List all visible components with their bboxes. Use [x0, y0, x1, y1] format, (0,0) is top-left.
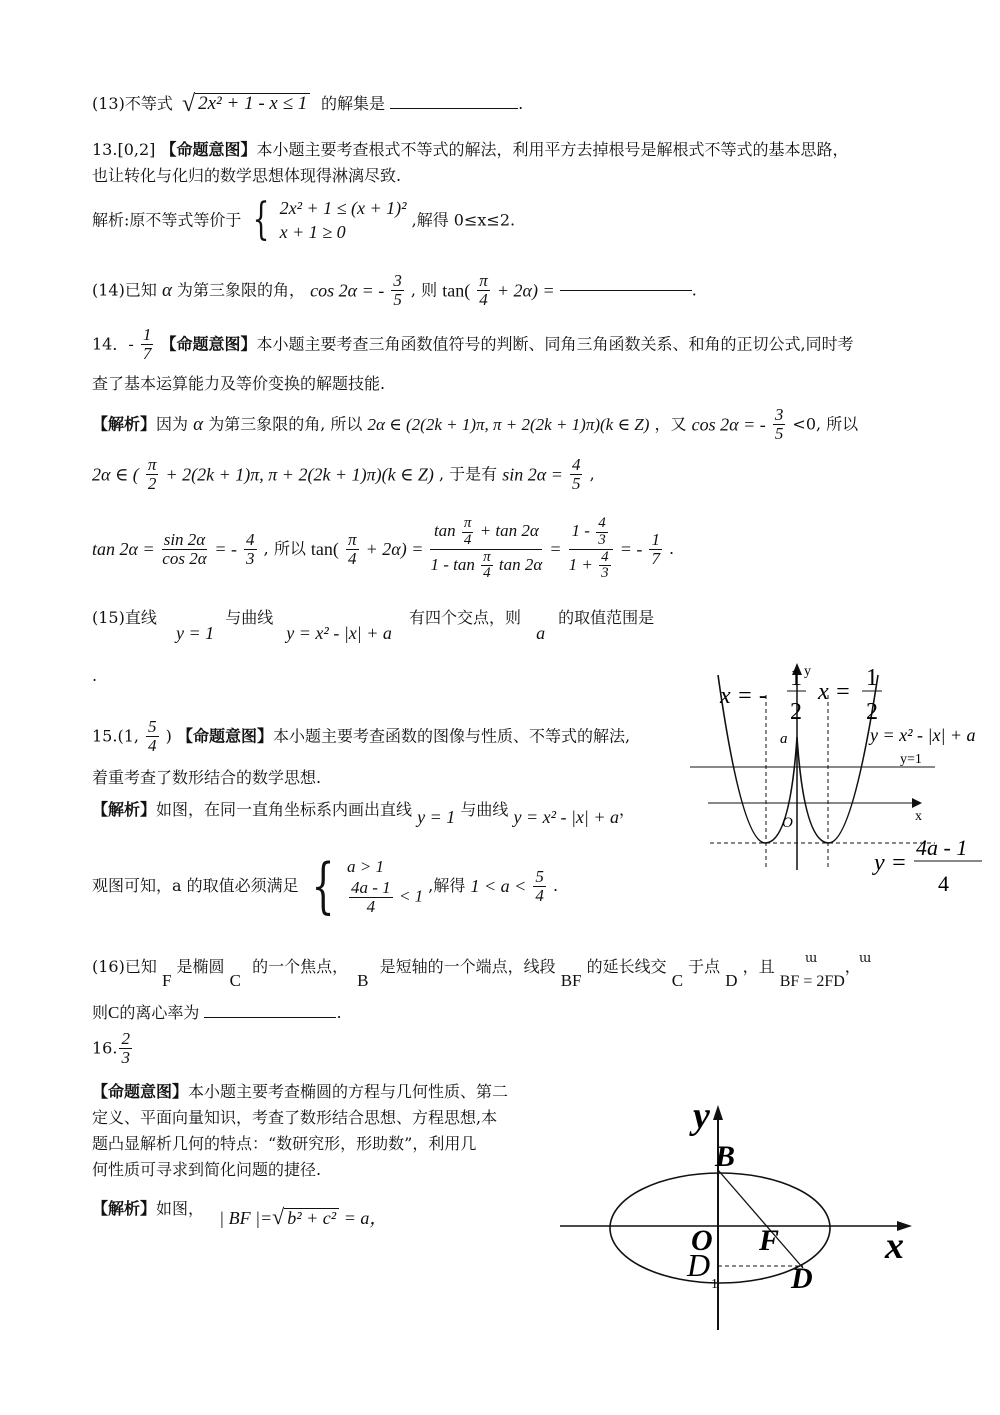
graph16-F-label: F: [759, 1224, 780, 1257]
q16-vector-mark1: ɯ: [805, 951, 818, 966]
q15-solution-line1: [92, 800, 636, 827]
q16-line2b: 的离心率为: [119, 1003, 200, 1022]
q14-question: (14)已知 α 为第三象限的角， cos 2α = - $\frac{3}{5}$ , 则 tan( $\frac{\pi}{4}$ + 2α) = .: [92, 271, 697, 309]
q14-sol2d: sin 2α =: [502, 464, 563, 485]
q14-sol2b: + 2(2k + 1)π, π + 2(2k + 1)π)(k ∈ Z): [165, 464, 434, 485]
q15-sol2-end: .: [552, 876, 559, 895]
q16-line2a: 则: [92, 1003, 109, 1022]
q13-solution: 解析:原不等式等价于 { 2x² + 1 ≤ (x + 1)² x + 1 ≥ 0 ,解得 0≤x≤2.: [92, 194, 516, 246]
q14-intent-text1: 本小题主要考查三角函数值符号的判断、同角三角函数关系、和角的正切公式,同时考: [256, 334, 854, 354]
q13-expr: 2x² + 1 - x ≤ 1: [195, 93, 310, 113]
q15-solution-line2: 观图可知，a 的取值必须满足 { a > 1 $\frac{4a - 1}{4}$ < 1 ,解得 1 < a < $\frac{5}{4}$ .: [92, 851, 559, 921]
graph15-bottom-lhs: y =: [874, 850, 907, 876]
q14-sol2c: , 于是有: [439, 464, 498, 484]
q14-big-den-b: tan 2α: [498, 554, 543, 574]
q13-question: (13)不等式 √ 2x² + 1 - x ≤ 1 的解集是 .: [92, 91, 524, 117]
q16-F: F: [161, 971, 172, 990]
q14-cos2a: cos 2α: [162, 548, 207, 568]
q14-answer-sign: 14．-: [92, 334, 134, 354]
q16-sol-expr3: = a: [343, 1208, 370, 1228]
q15-sol1-curve: y = x² - |x| + a: [513, 807, 620, 827]
q14-sol3b: , 所以: [263, 539, 306, 558]
q13-answer-blank[interactable]: [390, 108, 518, 109]
q14-sol2-den: 5: [571, 473, 581, 493]
q14-sol-alpha: α: [193, 413, 204, 435]
graph15-x-pos-label: x =: [818, 679, 851, 705]
q15-solution-label: 【解析】: [92, 800, 157, 819]
graph15-half-den2: 2: [866, 699, 878, 725]
q16-text7: ，: [844, 957, 861, 976]
graph15-curve-label: y = x² - |x| + a: [870, 725, 976, 745]
q16-solution: 【解析】如图， | BF |=√ b² + c² = a，: [92, 1199, 388, 1229]
q15-answer-close: ): [165, 726, 172, 746]
q14-big-pi2: π: [483, 548, 491, 565]
q14-final: = -: [619, 539, 643, 559]
q14-answer-den: 7: [142, 343, 152, 363]
q14-mid-num: 1 -: [571, 521, 590, 541]
q14-big-four1: 4: [463, 531, 472, 548]
q15-blank-dot: .: [92, 666, 98, 685]
graph15-half-num1: 1: [790, 665, 802, 691]
graph16-D1-label: D: [687, 1247, 711, 1283]
q16-C: C: [229, 971, 241, 990]
q14-eq-minus: = -: [214, 539, 237, 559]
q16-text6: ，且: [742, 957, 775, 976]
q13-intent-text1: 本小题主要考查根式不等式的解法，利用平方去掉根号是解根式不等式的基本思路，: [256, 140, 849, 159]
q14-solution-line1: [92, 406, 858, 443]
q15-with: 与曲线: [225, 608, 274, 627]
q13-intent-tag: 【命题意图】: [160, 140, 257, 159]
q15-intent-text1: 本小题主要考查函数的图像与性质、不等式的解法,: [273, 726, 631, 746]
graph15-x-label: x: [915, 809, 922, 824]
q13-tail: 的解集是: [321, 94, 386, 113]
q15-sol1-line: y = 1: [417, 807, 456, 827]
q14-sol1e: cos 2α = -: [691, 414, 766, 435]
q14-three-d: 3: [246, 548, 255, 568]
q16-intent-text2: 定义、平面向量知识，考查了数形结合思想、方程思想,本: [92, 1108, 498, 1127]
q14-four-b: 4: [348, 548, 357, 568]
q15-system-tail: < 1: [398, 886, 424, 906]
q15-sol1-tail: ，: [619, 800, 636, 819]
q16-BF: BF: [560, 971, 582, 990]
graph16-y-arrow: [713, 1105, 723, 1120]
graph16-B-label: B: [715, 1140, 736, 1173]
q15-a: a: [536, 623, 546, 643]
q16-sol-expr1: | BF |=: [219, 1208, 273, 1228]
q14-solution-line2: 2α ∈ ( $\frac{\pi}{2}$ + 2(2k + 1)π, π + 2(2k + 1)π)(k ∈ Z) , 于是有 sin 2α = $\frac{4}{5}$ ,: [92, 455, 595, 493]
q14-cond-num: 3: [393, 271, 402, 290]
q14-alpha: α: [161, 279, 172, 301]
q16-C3: C: [108, 1003, 120, 1022]
q14-pi: π: [479, 271, 488, 290]
q14-big-fraction: [430, 516, 542, 582]
q16-C2: C: [671, 971, 684, 990]
q14-four-n: 4: [246, 529, 255, 549]
q16-line2: [92, 1004, 342, 1021]
q14-sol2-pi: π: [147, 455, 157, 474]
q14-eq: =: [549, 539, 562, 559]
q16-text5: 于点: [688, 957, 721, 976]
q15-sol2-res: 1 < a <: [470, 876, 527, 896]
q15-text1: 有四个交点，则: [408, 608, 521, 627]
q14-label: (14)已知: [92, 280, 157, 300]
q14-then: , 则: [410, 280, 438, 300]
q14-condition: cos 2α = -: [310, 280, 385, 301]
q16-label: (16)已知: [92, 957, 157, 976]
q15-sol2: 观图可知，a 的取值必须满足: [92, 876, 299, 895]
q16-sol-tail: ，: [369, 1208, 388, 1228]
graph15-origin-label: O: [782, 815, 793, 831]
q16-answer-head: 16.: [92, 1038, 118, 1058]
q14-big-num-a: tan: [433, 521, 456, 541]
q16-intent-tag: 【命题意图】: [92, 1082, 189, 1101]
q14-big-pi1: π: [463, 515, 472, 531]
q14-sol-num: 3: [774, 405, 784, 424]
q14-answer-blank[interactable]: [560, 290, 692, 291]
q13-solution-label: 解析:原不等式等价于: [92, 210, 242, 230]
graph16-D1-subscript: 1: [711, 1277, 718, 1292]
q13-label: (13)不等式: [92, 94, 173, 113]
q15-question: [92, 608, 655, 643]
graph15-y1-label: y=1: [900, 752, 922, 767]
q14-four: 4: [479, 289, 488, 309]
q15-sol1-with: 与曲线: [460, 800, 509, 819]
q16-text2: 的一个焦点，: [252, 957, 349, 976]
q16-sol-expr2: b² + c²: [284, 1208, 339, 1227]
q13-solution-tail: ,解得 0≤x≤2.: [411, 210, 516, 230]
q16-intent-text4: 何性质可寻求到简化问题的捷径.: [92, 1160, 322, 1179]
q14-sol2-num: 4: [571, 455, 581, 474]
q16-answer-num: 2: [121, 1029, 130, 1048]
q13-inequality: √ 2x² + 1 - x ≤ 1: [182, 93, 315, 114]
graph16-D-label: D: [791, 1262, 813, 1295]
q14-text1: 为第三象限的角，: [177, 280, 306, 300]
q14-big-den-a: 1 - tan: [430, 554, 475, 574]
q15-intent-text2: 着重考查了数形结合的数学思想.: [92, 768, 322, 787]
q14-sol-den: 5: [774, 423, 784, 443]
q14-final-num: 1: [651, 529, 660, 549]
q16-B: B: [357, 971, 369, 990]
q13-answer-line: [92, 142, 849, 158]
q14-mid-four2: 4: [601, 548, 609, 565]
q14-mid-three1: 3: [598, 531, 606, 548]
q13-system-line1: 2x² + 1 ≤ (x + 1)²: [279, 198, 407, 218]
q15-result-den: 4: [535, 885, 544, 905]
q14-answer-num: 1: [142, 325, 152, 344]
q15-function-graph: [690, 655, 990, 900]
q14-sin2a: sin 2α: [163, 529, 206, 549]
q15-answer-line: [92, 718, 630, 755]
q16-D: D: [725, 971, 738, 990]
q16-question: [92, 957, 861, 990]
graph15-x-neg-label: x = -: [720, 683, 767, 709]
q13-intent-text2: 也让转化与化归的数学思想体现得淋漓尽致.: [92, 166, 402, 185]
q15-sol1: 如图，在同一直角坐标系内画出直线: [156, 800, 413, 819]
q14-mid-four1: 4: [598, 515, 606, 531]
q14-big-four2: 4: [483, 565, 491, 582]
q14-sol1a: 因为: [156, 414, 189, 434]
q16-intent-text3: 题凸显解析几何的特点：“数研究形，形助数”，利用几: [92, 1134, 477, 1153]
q16-vector-mark2: ɯ: [859, 951, 872, 966]
graph15-y-label: y: [804, 664, 811, 679]
q16-text1: 是椭圆: [176, 957, 225, 976]
q16-answer-den: 3: [121, 1047, 130, 1067]
q14-sol1c: 2α ∈ (2(2k + 1)π, π + 2(2k + 1)π)(k ∈ Z): [367, 414, 650, 434]
q14-pi-b: π: [348, 529, 357, 549]
q14-mid-three2: 3: [601, 565, 609, 582]
graph16-y-label: y: [693, 1095, 710, 1137]
q16-dot: .: [336, 1003, 342, 1022]
q15-system-line1: a > 1: [347, 857, 384, 877]
q16-intent-line1: [92, 1084, 508, 1100]
q14-sol1d: ，又: [654, 414, 687, 434]
q15-answer-head: 15.(1,: [92, 726, 139, 746]
q15-system-num: 4a - 1: [351, 878, 391, 898]
q14-sol1b: 为第三象限的角, 所以: [208, 414, 363, 434]
q15-system-den: 4: [366, 896, 376, 916]
q14-plus2a: + 2α) =: [365, 539, 424, 559]
q14-sol3a: tan 2α =: [92, 539, 155, 559]
q15-intent-tag: 【命题意图】: [176, 726, 273, 746]
q14-tan-pi4: tan(: [310, 539, 339, 559]
q14-intent-text2: 查了基本运算能力及等价变换的解题技能.: [92, 374, 386, 393]
q16-solution-label: 【解析】: [92, 1199, 157, 1218]
q15-text2: 的取值范围是: [558, 608, 655, 627]
q15-label: (15)直线: [92, 608, 157, 627]
graph15-half-den1: 2: [790, 699, 802, 725]
q14-sol2-two: 2: [147, 473, 157, 493]
q14-sol2a: 2α ∈ (: [92, 464, 139, 485]
q16-text4: 的延长线交: [586, 957, 667, 976]
q16-ellipse-graph: [555, 1090, 930, 1335]
q14-mid-den: 1 +: [568, 554, 593, 574]
q16-vector-relation: BF = 2FD: [779, 973, 845, 990]
q15-curve-eq: y = x² - |x| + a: [286, 623, 392, 643]
q14-tan-tail: + 2α) =: [496, 280, 555, 301]
q14-final-den: 7: [651, 548, 660, 568]
graph15-half-num2: 1: [866, 665, 878, 691]
q13-system-line2: x + 1 ≥ 0: [279, 222, 346, 243]
q13-answer: 13.[0,2]: [92, 140, 156, 159]
q16-answer: [92, 1030, 134, 1067]
graph15-a-label: a: [780, 731, 788, 747]
q14-solution-line3: tan 2α = $\frac{\sin 2\alpha}{\cos 2\alpha}$ = - $\frac{4}{3}$ , 所以 tan( $\frac{\pi}{4}$ + 2α) = tan $\frac{\pi}{4}$ + tan 2α 1 - tan $\frac{\pi}{4}$ tan 2α = 1 - $\frac{4}{3}$ 1 + $\frac{4}{3}$ = - $\frac{1}{7}$ .: [92, 515, 675, 582]
graph16-O-label: O: [691, 1224, 713, 1257]
q16-text3: 是短轴的一个端点，线段: [379, 957, 556, 976]
q16-intent-text1: 本小题主要考查椭圆的方程与几何性质、第二: [188, 1082, 509, 1101]
q14-sol1f: <0, 所以: [792, 414, 859, 434]
graph15-bottom-num: 4a - 1: [916, 835, 968, 860]
q14-tan-head: tan(: [442, 280, 471, 301]
q14-mid-fraction: [569, 516, 613, 582]
q14-intent-tag: 【命题意图】: [160, 334, 257, 354]
q15-sol2-mid: ,解得: [428, 876, 466, 895]
q15-answer-num: 5: [148, 717, 157, 736]
graph15-x-arrow: [912, 798, 922, 808]
q14-cond-den: 5: [393, 289, 402, 309]
q14-big-num-b: + tan 2α: [479, 521, 539, 541]
q15-line-eq: y = 1: [175, 623, 215, 643]
graph15-bottom-den: 4: [938, 871, 949, 896]
q14-solution-label: 【解析】: [92, 414, 157, 434]
q15-answer-den: 4: [148, 735, 157, 755]
q16-answer-blank[interactable]: [204, 1017, 336, 1018]
q16-solution-text: 如图，: [156, 1199, 205, 1218]
graph16-x-label: x: [885, 1225, 904, 1267]
q15-result-num: 5: [535, 866, 544, 886]
q14-answer-line: [92, 326, 854, 363]
